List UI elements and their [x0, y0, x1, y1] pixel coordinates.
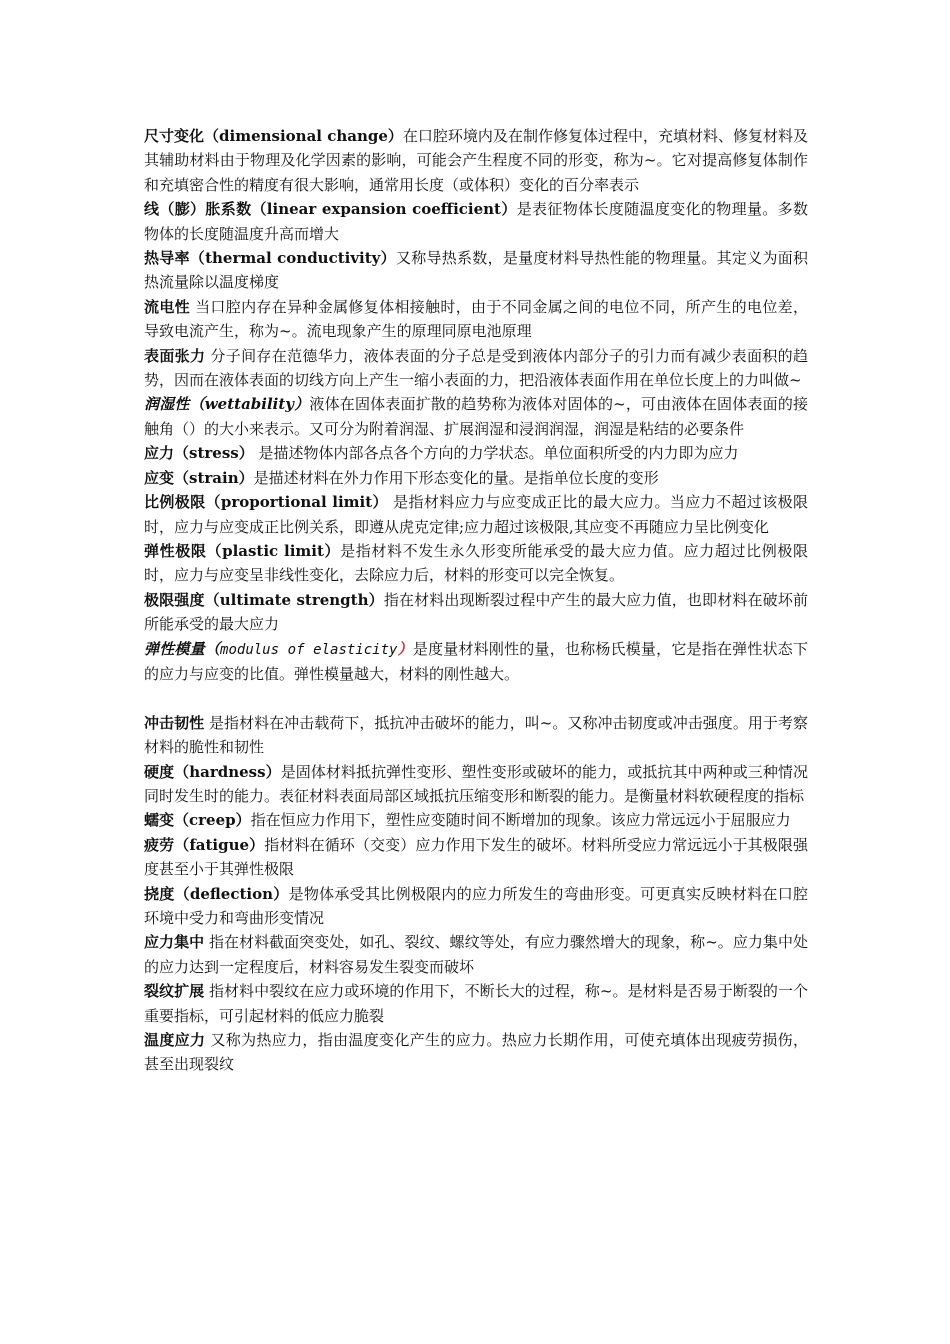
entry-proportional-limit	[144, 490, 808, 539]
term: 尺寸变化（dimensional change）	[144, 127, 403, 145]
definition: 是描述物体内部各点各个方向的力学状态。单位面积所受的内力即为应力	[253, 444, 739, 463]
definition: 是描述材料在外力作用下形态变化的量。是指单位长度的变形	[253, 468, 659, 487]
definition: 是指材料不发生永久形变所能承受的最大应力值。应力超过比例极限时，应力与应变呈非线性变化，去除应力后，材料的形变可以完全恢复。	[144, 541, 808, 585]
definition: 是度量材料刚性的量，也称杨氏模量，它是指在弹性状态下的应力与应变的比值。弹性模量越大，材料的刚性越大。	[144, 639, 808, 683]
term: 比例极限（proportional limit）	[144, 493, 388, 512]
document-page	[144, 124, 808, 1077]
definition: 又称为热应力，指由温度变化产生的应力。热应力长期作用，可使充填体出现疲劳损伤，甚至出现裂纹	[144, 1031, 808, 1074]
entry-surface-tension	[144, 344, 808, 393]
entry-modulus-of-elasticity	[144, 637, 808, 687]
term: 润湿性（wettability）	[144, 395, 310, 414]
entry-wettability	[144, 392, 808, 441]
term	[144, 640, 413, 658]
definition: 当口腔内存在异种金属修复体相接触时，由于不同金属之间的电位不同，所产生的电位差，导致电流产生，称为~。流电现象产生的原理同原电池原理	[144, 297, 808, 341]
term-chinese: 弹性模量（	[144, 639, 221, 658]
definition: 指在材料出现断裂过程中产生的最大应力值，也即材料在破坏前所能承受的最大应力	[144, 590, 808, 634]
definition: 是指材料应力与应变成正比的最大应力。当应力不超过该极限时，应力与应变成正比例关系，即遵从虎克定律;应力超过该极限,其应变不再随应力呈比例变化	[144, 493, 808, 536]
term: 冲击韧性	[144, 713, 205, 732]
term: 线（膨）胀系数（linear expansion coefficient）	[144, 200, 517, 219]
term-close-paren: ）	[397, 639, 413, 658]
entry-creep	[144, 808, 808, 832]
definition: 是表征物体长度随温度变化的物理量。多数物体的长度随温度升高而增大	[144, 200, 808, 243]
entry-deflection	[144, 882, 808, 931]
term: 热导率（thermal conductivity）	[144, 249, 396, 268]
definition: 是固体材料抵抗弹性变形、塑性变形或破坏的能力，或抵抗其中两种或三种情况同时发生时的能力。表征材料表面局部区域抵抗压缩变形和断裂的能力。是衡量材料软硬程度的指标	[144, 762, 808, 805]
entry-stress	[144, 441, 808, 465]
entry-fatigue	[144, 833, 808, 882]
entry-galvanism	[144, 295, 808, 344]
term: 流电性	[144, 297, 190, 316]
definition: 又称导热系数，是量度材料导热性能的物理量。其定义为面积热流量除以温度梯度	[144, 249, 808, 292]
term: 弹性极限（plastic limit）	[144, 541, 341, 560]
definition: 指在材料截面突变处，如孔、裂纹、螺纹等处，有应力骤然增大的现象，称~。应力集中处的应力达到一定程度后，材料容易发生裂变而破坏	[144, 933, 808, 976]
entry-crack-propagation	[144, 979, 808, 1028]
entry-strain	[144, 466, 808, 490]
entry-impact-toughness	[144, 711, 808, 760]
term: 硬度（hardness）	[144, 762, 281, 781]
term-english: modulus of elasticity	[220, 641, 398, 658]
definition: 分子间存在范德华力，液体表面的分子总是受到液体内部分子的引力而有减少表面积的趋势，因而在液体表面的切线方向上产生一缩小表面的力，把沿液体表面作用在单位长度上的力叫做~	[144, 346, 808, 390]
entry-dimensional-change	[144, 124, 808, 197]
definition: 是指材料在冲击载荷下，抵抗冲击破坏的能力，叫~。又称冲击韧度或冲击强度。用于考察材料的脆性和韧性	[144, 713, 808, 757]
term: 挠度（deflection）	[144, 884, 289, 903]
term: 表面张力	[144, 346, 206, 365]
entry-stress-concentration	[144, 930, 808, 979]
entry-thermal-conductivity	[144, 246, 808, 295]
term: 裂纹扩展	[144, 982, 205, 1001]
definition: 在口腔环境内及在制作修复体过程中，充填材料、修复材料及其辅助材料由于物理及化学因素的影响，可能会产生程度不同的形变，称为~。它对提高修复体制作和充填密合性的精度有很大影响，通常用长度（或体积）变化的百分率表示	[144, 127, 808, 194]
definition: 指材料中裂纹在应力或环境的作用下，不断长大的过程，称~。是材料是否易于断裂的一个重要指标，可引起材料的低应力脆裂	[144, 982, 808, 1025]
blank-line	[144, 686, 808, 710]
definition: 指材料在循环（交变）应力作用下发生的破坏。材料所受应力常远远小于其极限强度甚至小于其弹性极限	[144, 835, 808, 879]
entry-linear-expansion	[144, 197, 808, 246]
term: 极限强度（ultimate strength）	[144, 590, 384, 609]
term: 应变（strain）	[144, 468, 254, 487]
term: 应力（stress）	[144, 444, 254, 463]
entry-elastic-limit	[144, 539, 808, 588]
entry-thermal-stress	[144, 1028, 808, 1077]
entry-hardness	[144, 760, 808, 809]
term: 蠕变（creep）	[144, 811, 251, 830]
entry-ultimate-strength	[144, 588, 808, 637]
term: 温度应力	[144, 1031, 206, 1050]
definition: 是物体承受其比例极限内的应力所发生的弯曲形变。可更真实反映材料在口腔环境中受力和弯曲形变情况	[144, 884, 808, 927]
term: 疲劳（fatigue）	[144, 835, 265, 854]
term: 应力集中	[144, 933, 205, 952]
definition: 液体在固体表面扩散的趋势称为液体对固体的~，可由液体在固体表面的接触角（）的大小来表示。又可分为附着润湿、扩展润湿和浸润润湿，润湿是粘结的必要条件	[144, 395, 809, 438]
definition: 指在恒应力作用下，塑性应变随时间不断增加的现象。该应力常远远小于屈服应力	[250, 811, 791, 830]
